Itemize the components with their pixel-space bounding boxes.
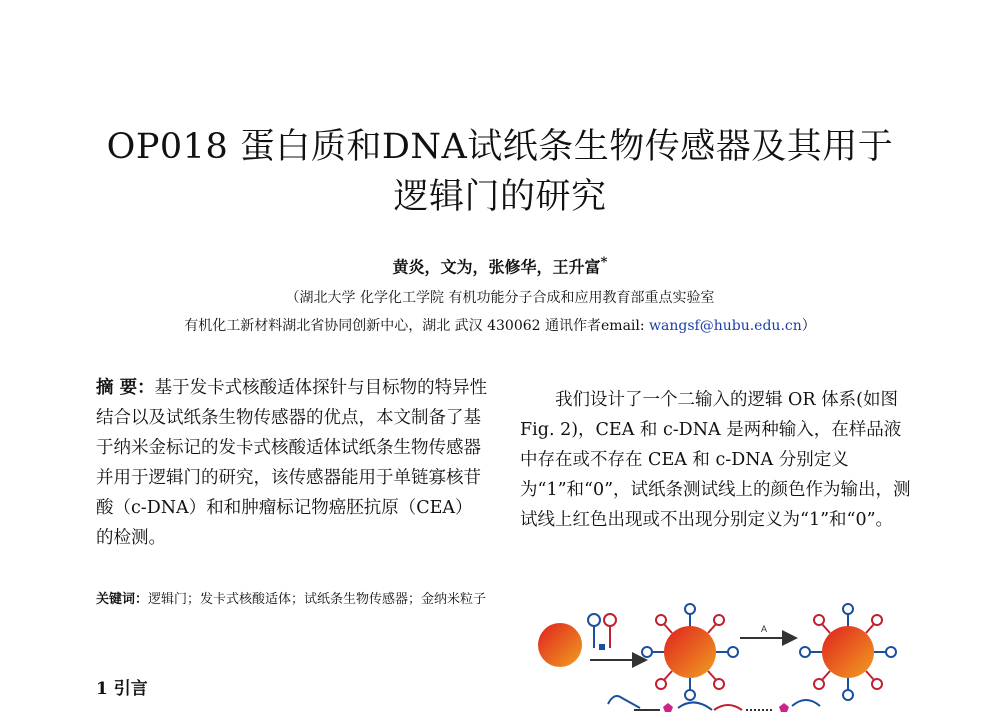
- affiliation-line-2: [0, 315, 1000, 335]
- title-line-2: 逻辑门的研究: [393, 177, 607, 217]
- logic-gate-paragraph: 我们设计了一个二输入的逻辑 OR 体系(如图 Fig. 2)，CEA 和 c-DNA 是两种输入，在样品液中存在或不存在 CEA 和 c-DNA 分别定义为“1”和“0”，试纸条测试线上的颜色作为输出，测试线上红色出现或不出现分别定义为“1”和“0”。: [520, 390, 911, 530]
- corresponding-mark: *: [600, 254, 608, 270]
- abstract-text: 基于发卡式核酸适体探针与目标物的特异性结合以及试纸条生物传感器的优点，本文制备了基于纳米金标记的发卡式核酸适体试纸条生物传感器并用于逻辑门的研究，该传感器能用于单链寡核苷酸（c-DNA）和和肿瘤标记物癌胚抗原（CEA）的检测。: [96, 378, 488, 548]
- keywords-text: 逻辑门；发卡式核酸适体；试纸条生物传感器；金纳米粒子: [148, 592, 487, 607]
- hairpin-aptamer-probes: [588, 614, 616, 650]
- title-line-1: OP018 蛋白质和DNA试纸条生物传感器及其用于: [106, 127, 894, 167]
- email-link[interactable]: wangsf@hubu.edu.cn: [649, 318, 802, 334]
- author-list: [0, 254, 1000, 277]
- section-heading-introduction: 1 引言: [96, 679, 148, 699]
- affiliation-line-1: （湖北大学 化学化工学院 有机功能分子合成和应用教育部重点实验室: [285, 290, 715, 306]
- target-bound-nanoparticle: [800, 604, 896, 700]
- affiliation-line-2-text: 有机化工新材料湖北省协同创新中心，湖北 武汉 430062 通讯作者email:: [184, 318, 650, 334]
- gold-nanoparticle: [538, 623, 582, 667]
- paper-title: [60, 122, 940, 222]
- authors-text: 黄炎，文为，张修华，王升富: [392, 257, 601, 277]
- arrow-label: A: [761, 624, 768, 634]
- probe-functionalized-nanoparticle: [642, 604, 738, 700]
- keywords: [96, 586, 488, 614]
- figure-schematic: [528, 600, 908, 713]
- keywords-label: 关键词：: [96, 592, 149, 607]
- abstract-label: 摘 要：: [96, 378, 155, 398]
- affiliation-close: ）: [801, 318, 816, 334]
- lower-reaction-strip: [608, 696, 820, 712]
- abstract: [96, 373, 488, 553]
